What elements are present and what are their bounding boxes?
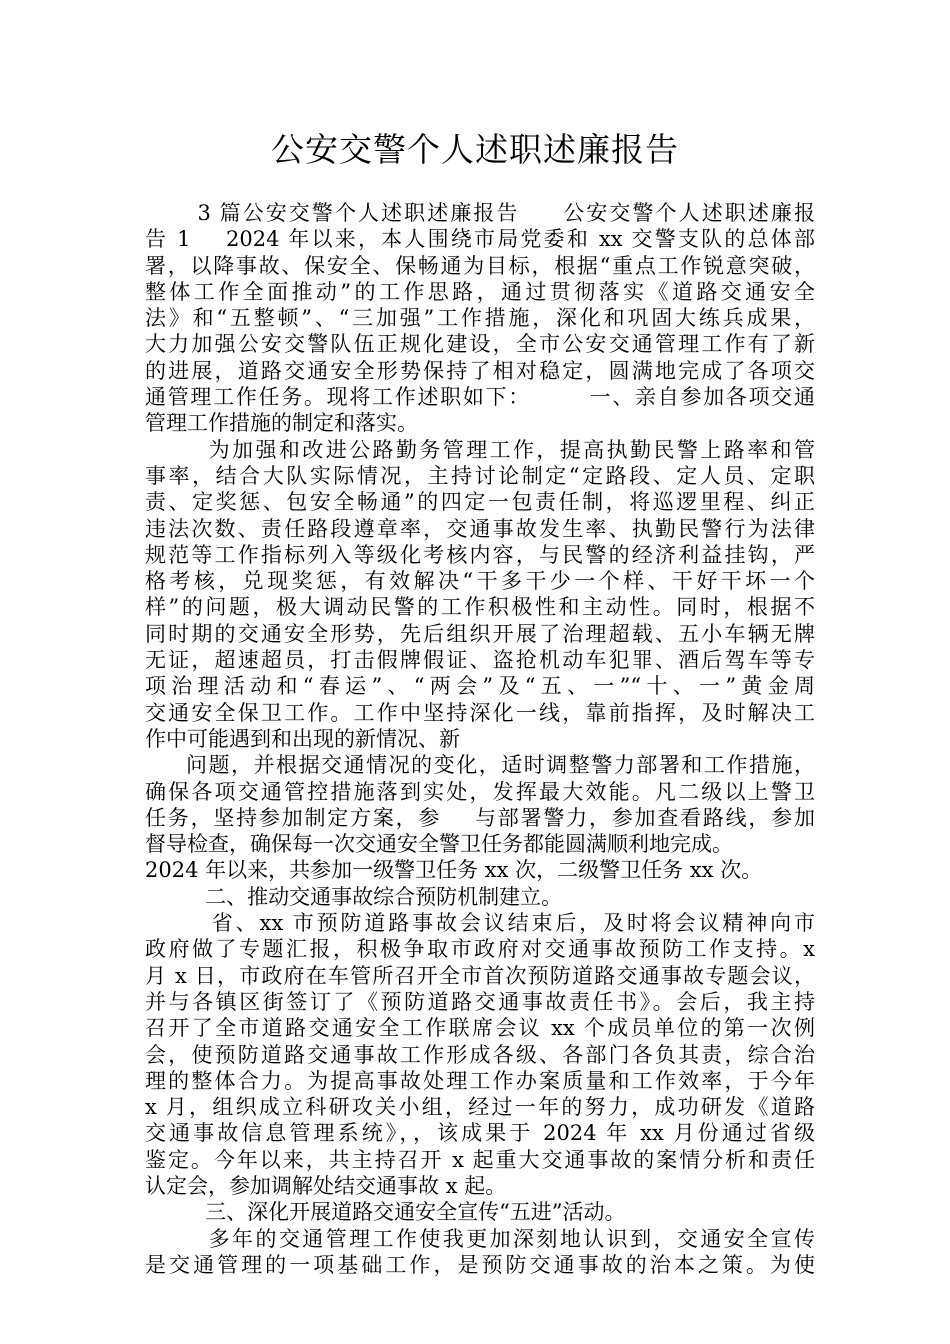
paragraph-line: 政府做了专题汇报，积极争取市政府对交通事故预防工作支持。x — [145, 937, 815, 962]
paragraph-line: 无证，超速超员，打击假牌假证、盗抢机动车犯罪、酒后驾车等专 — [145, 648, 815, 673]
paragraph-line: 并与各镇区街签订了《预防道路交通事故责任书》。会后，我主持 — [145, 989, 815, 1014]
paragraph-line: 是交通管理的一项基础工作，是预防交通事故的治本之策。为使 — [145, 1252, 815, 1277]
paragraph-line: 任务，坚持参加制定方案，参 与部署警力，参加查看路线，参加 — [145, 805, 815, 830]
paragraph-line: 认定会，参加调解处结交通事故 x 起。 — [145, 1173, 507, 1198]
paragraph-line: 法》和“五整顿”、“三加强”工作措施，深化和巩固大练兵成果， — [145, 306, 815, 331]
paragraph-line: 整体工作全面推动”的工作思路，通过贯彻落实《道路交通安全 — [145, 279, 815, 304]
paragraph-line: 省、xx 市预防道路事故会议结束后，及时将会议精神向市 — [145, 911, 815, 936]
paragraph-line: 大力加强公安交警队伍正规化建设，全市公安交通管理工作有了新 — [145, 332, 815, 357]
paragraph-line: 管理工作措施的制定和落实。 — [145, 411, 418, 436]
paragraph-line: 的进展，道路交通安全形势保持了相对稳定，圆满地完成了各项交 — [145, 358, 815, 383]
paragraph-line: 三、深化开展道路交通安全宣传“五进”活动。 — [145, 1200, 626, 1225]
document-body — [145, 200, 815, 1278]
paragraph-line: 督导检查，确保每一次交通安全警卫任务都能圆满顺利地完成。 — [145, 832, 733, 857]
paragraph-line: 样”的问题，极大调动民警的工作积极性和主动性。同时，根据不 — [145, 595, 815, 620]
paragraph-line: 项治理活动和“春运”、“两会”及“五、一”“十、一”黄金周 — [145, 674, 815, 699]
paragraph-line: 3 篇公安交警个人述职述廉报告 公安交警个人述职述廉报 — [145, 201, 815, 225]
paragraph-line: 交通安全保卫工作。工作中坚持深化一线，靠前指挥，及时解决工 — [145, 700, 815, 725]
paragraph-line: 交通事故信息管理系统》，，该成果于 2024 年 xx 月份通过省级 — [145, 1121, 815, 1146]
paragraph-line: 规范等工作指标列入等级化考核内容，与民警的经济利益挂钩，严 — [145, 542, 815, 567]
paragraph-line: 违法次数、责任路段遵章率，交通事故发生率、执勤民警行为法律 — [145, 516, 815, 541]
paragraph-line: 理的整体合力。为提高事故处理工作办案质量和工作效率，于今年 — [145, 1068, 815, 1093]
paragraph-line: x 月，组织成立科研攻关小组，经过一年的努力，成功研发《道路 — [145, 1095, 815, 1120]
paragraph-line: 2024 年以来，共参加一级警卫任务 xx 次，二级警卫任务 xx 次。 — [145, 858, 763, 883]
paragraph-line: 同时期的交通安全形势，先后组织开展了治理超载、五小车辆无牌 — [145, 621, 815, 646]
paragraph-line: 告 1 2024 年以来，本人围绕市局党委和 xx 交警支队的总体部 — [145, 227, 815, 252]
paragraph-line: 通管理工作任务。现将工作述职如下： 一、亲自参加各项交通 — [145, 385, 815, 410]
paragraph-line: 问题，并根据交通情况的变化，适时调整警力部署和工作措施， — [145, 753, 815, 778]
paragraph-line: 确保各项交通管控措施落到实处，发挥最大效能。凡二级以上警卫 — [145, 779, 815, 804]
paragraph-line: 作中可能遇到和出现的新情况、新 — [145, 726, 460, 751]
paragraph-line: 召开了全市道路交通安全工作联席会议 xx 个成员单位的第一次例 — [145, 1016, 815, 1041]
paragraph-line: 责、定奖惩、包安全畅通”的四定一包责任制，将巡逻里程、纠正 — [145, 490, 815, 515]
paragraph-line: 事率，结合大队实际情况，主持讨论制定“定路段、定人员、定职 — [145, 463, 815, 488]
paragraph-line: 格考核，兑现奖惩，有效解决“干多干少一个样、干好干坏一个 — [145, 569, 815, 594]
document-title: 公安交警个人述职述廉报告 — [271, 130, 679, 169]
paragraph-line: 署，以降事故、保安全、保畅通为目标，根据“重点工作锐意突破， — [145, 253, 815, 278]
paragraph-line: 会，使预防道路交通事故工作形成各级、各部门各负其责，综合治 — [145, 1042, 815, 1067]
paragraph-line: 月 x 日，市政府在车管所召开全市首次预防道路交通事故专题会议， — [145, 963, 815, 988]
paragraph-line: 二、推动交通事故综合预防机制建立。 — [145, 884, 563, 909]
paragraph-line: 多年的交通管理工作使我更加深刻地认识到，交通安全宣传 — [145, 1226, 815, 1251]
paragraph-line: 为加强和改进公路勤务管理工作，提高执勤民警上路率和管 — [145, 437, 815, 462]
paragraph-line: 鉴定。今年以来，共主持召开 x 起重大交通事故的案情分析和责任 — [145, 1147, 815, 1172]
